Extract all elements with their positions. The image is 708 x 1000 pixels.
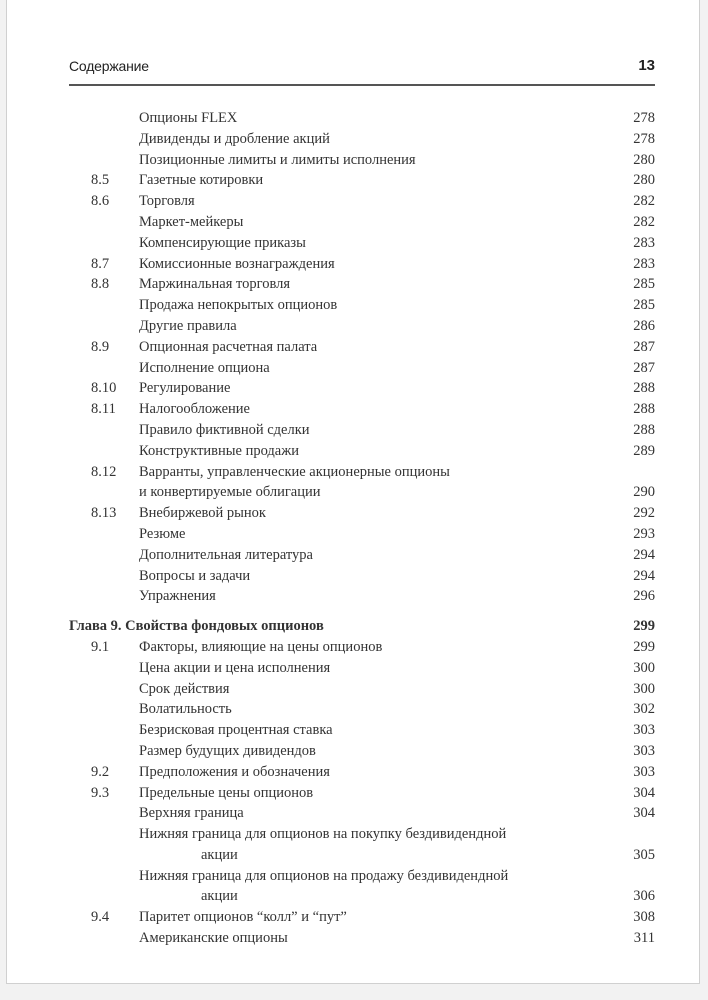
toc-entry-title-wrap (139, 524, 605, 545)
toc-entry-number: 8.13 (91, 505, 117, 522)
toc-entry-title-wrap (139, 212, 605, 233)
toc-entry-title-wrap (139, 233, 605, 254)
toc-entry-page: 290 (633, 484, 655, 501)
toc-entry-page: 294 (633, 546, 655, 563)
toc-entry-title: Волатильность (139, 701, 232, 718)
toc-entry-page: 303 (633, 722, 655, 739)
toc-entry-page: 283 (633, 255, 655, 272)
toc-entry-title-continuation: акции (201, 846, 238, 863)
toc-entry-number: 9.1 (91, 638, 110, 655)
toc-entry-page: 288 (633, 421, 655, 438)
toc-entry-title-wrap (139, 545, 605, 566)
toc-entry-number (69, 866, 139, 908)
toc-entry-page: 292 (633, 505, 655, 522)
toc-entry-number (69, 566, 139, 587)
toc-entry-title: Регулирование (139, 380, 231, 397)
toc-entry-title: Конструктивные продажи (139, 442, 300, 459)
toc-entry-title-wrap (139, 108, 605, 129)
page-number: 13 (638, 57, 655, 74)
toc-entry-page: 288 (633, 380, 655, 397)
toc-entry-title-wrap (139, 462, 605, 504)
toc-entry-title-wrap (139, 129, 605, 150)
toc-entry[interactable] (69, 441, 655, 462)
toc-entry[interactable] (69, 462, 655, 504)
toc-entry-title-wrap (139, 274, 605, 295)
toc-entry-title-wrap (139, 741, 605, 762)
toc-entry[interactable] (69, 254, 655, 275)
toc-entry-title: Опционная расчетная палата (139, 338, 318, 355)
toc-entry-title: Внебиржевой рынок (139, 505, 266, 522)
toc-entry-title: Варранты, управленческие акционерные опционы (139, 463, 450, 480)
toc-entry-page: 285 (633, 297, 655, 314)
toc-entry[interactable] (69, 545, 655, 566)
toc-entry-number (69, 586, 139, 607)
toc-entry-title: Опционы FLEX (139, 110, 238, 126)
toc-entry-page: 304 (633, 805, 655, 822)
toc-entry-number (69, 524, 139, 545)
toc-entry[interactable] (69, 420, 655, 441)
toc-entry-page: 299 (633, 638, 655, 655)
running-header-title: Содержание (69, 58, 149, 74)
toc-entry-page: 283 (633, 234, 655, 251)
toc-entry-number: 8.6 (91, 193, 110, 210)
toc-entry-title-wrap (139, 170, 605, 191)
toc-entry[interactable] (69, 129, 655, 150)
toc-entry[interactable] (69, 928, 655, 949)
toc-entry-title: Налогообложение (139, 401, 250, 418)
toc-entry-page: 299 (633, 618, 655, 635)
toc-entry-title-wrap (139, 150, 605, 171)
toc-entry[interactable] (69, 866, 655, 908)
toc-entry-page: 282 (633, 193, 655, 210)
toc-entry-title-wrap (139, 420, 605, 441)
toc-entry-page: 300 (633, 659, 655, 676)
toc-entry-number: 9.4 (91, 909, 110, 926)
toc-entry[interactable] (69, 358, 655, 379)
toc-entry-title-wrap (139, 720, 605, 741)
toc-entry-title-wrap (139, 378, 605, 399)
toc-entry-page: 286 (633, 317, 655, 334)
toc-entry-number (69, 699, 139, 720)
toc-entry-number: 8.8 (91, 276, 110, 293)
toc-entry[interactable] (69, 699, 655, 720)
toc-entry-number (69, 233, 139, 254)
toc-entry-title: Торговля (139, 193, 195, 210)
toc-entry-title: Упражнения (139, 588, 216, 605)
toc-entry-title-wrap (139, 316, 605, 337)
toc-entry-page: 302 (633, 701, 655, 718)
toc-entry-number (69, 545, 139, 566)
toc-entry[interactable] (69, 907, 655, 928)
toc-entry-page: 287 (633, 338, 655, 355)
toc-entry[interactable] (69, 803, 655, 824)
toc-entry-title: Нижняя граница для опционов на покупку бездивидендной (139, 826, 507, 843)
toc-entry-title-wrap (69, 616, 605, 637)
toc-entry-page: 280 (633, 151, 655, 168)
toc-entry-number (69, 741, 139, 762)
running-header (69, 56, 655, 86)
toc-entry[interactable] (69, 783, 655, 804)
toc-entry-page: 308 (633, 909, 655, 926)
toc-entry-number: 8.11 (91, 401, 116, 418)
toc-entry-title: Срок действия (139, 680, 230, 697)
toc-entry[interactable] (69, 191, 655, 212)
toc-entry[interactable] (69, 503, 655, 524)
toc-entry-number: 8.5 (91, 172, 110, 189)
toc-entry-page: 278 (633, 110, 655, 126)
toc-entry-number (69, 150, 139, 171)
toc-entry[interactable] (69, 586, 655, 607)
toc-entry-title-wrap (139, 783, 605, 804)
toc-entry[interactable] (69, 274, 655, 295)
toc-entry[interactable] (69, 170, 655, 191)
toc-entry-title: Предельные цены опционов (139, 784, 314, 801)
toc-entry-page: 311 (633, 930, 655, 947)
toc-entry-title: Газетные котировки (139, 172, 264, 189)
toc-entry-title-wrap (139, 399, 605, 420)
toc-entry-title: Правило фиктивной сделки (139, 421, 310, 438)
toc-entry-number: 9.2 (91, 763, 110, 780)
toc-entry-number: 9.3 (91, 784, 110, 801)
toc-entry[interactable] (69, 762, 655, 783)
toc-entry-title: Глава 9. Свойства фондовых опционов (69, 618, 324, 635)
toc-entry-title-wrap (139, 337, 605, 358)
toc-chapter-heading[interactable] (69, 616, 655, 637)
toc-entry-page: 280 (633, 172, 655, 189)
toc-entry[interactable] (69, 720, 655, 741)
toc-entry-page: 294 (633, 567, 655, 584)
toc-entry-title: Дополнительная литература (139, 546, 313, 563)
toc-entry-title: Факторы, влияющие на цены опционов (139, 638, 383, 655)
toc-entry-title-wrap (139, 441, 605, 462)
toc-entry-title-wrap (139, 699, 605, 720)
toc-entry-title: Верхняя граница (139, 805, 244, 822)
toc-entry-page: 293 (633, 525, 655, 542)
toc-entry[interactable] (69, 378, 655, 399)
toc-entry-number (69, 129, 139, 150)
toc-entry[interactable] (69, 399, 655, 420)
toc-entry-title-continuation: акции (201, 888, 238, 905)
toc-entry-title: Цена акции и цена исполнения (139, 659, 331, 676)
toc-entry-title: Позиционные лимиты и лимиты исполнения (139, 151, 416, 168)
toc-entry-page: 300 (633, 680, 655, 697)
toc-entry-title-wrap (139, 679, 605, 700)
toc-entry-number (69, 358, 139, 379)
toc-entry-page: 305 (633, 846, 655, 863)
toc-entry-title: Безрисковая процентная ставка (139, 722, 333, 739)
toc-entry-title: Нижняя граница для опционов на продажу бездивидендной (139, 867, 509, 884)
toc-entry-number: 8.12 (91, 463, 117, 480)
toc-entry-page: 304 (633, 784, 655, 801)
toc-entry-title-wrap (139, 503, 605, 524)
toc-entry-page: 306 (633, 888, 655, 905)
toc-entry[interactable] (69, 824, 655, 866)
toc-entry-page: 285 (633, 276, 655, 293)
toc-entry-title: Комиссионные вознаграждения (139, 255, 335, 272)
toc-entry-title-wrap (139, 762, 605, 783)
toc-entry[interactable] (69, 316, 655, 337)
toc-entry[interactable] (69, 337, 655, 358)
toc-entry-title: Маркет-мейкеры (139, 213, 244, 230)
toc-entry[interactable] (69, 233, 655, 254)
toc-entry[interactable] (69, 679, 655, 700)
toc-entry-title: Паритет опционов “колл” и “пут” (139, 909, 347, 926)
toc-entry-number (69, 295, 139, 316)
toc-entry-title-wrap (139, 254, 605, 275)
toc-entry-title-wrap (139, 566, 605, 587)
toc-entry-title: Исполнение опциона (139, 359, 270, 376)
toc-entry-title: Продажа непокрытых опционов (139, 297, 338, 314)
toc-entry-number (69, 212, 139, 233)
toc-entry-number (69, 658, 139, 679)
table-of-contents (69, 108, 655, 949)
toc-entry[interactable] (69, 108, 655, 129)
toc-entry-number: 8.7 (91, 255, 110, 272)
toc-entry[interactable] (69, 212, 655, 233)
toc-entry-title-wrap (139, 358, 605, 379)
toc-entry-title: Размер будущих дивидендов (139, 742, 316, 759)
toc-entry-title: Маржинальная торговля (139, 276, 291, 293)
toc-entry-page: 303 (633, 763, 655, 780)
toc-entry-title: Компенсирующие приказы (139, 234, 306, 251)
toc-entry-title: Предположения и обозначения (139, 763, 330, 780)
toc-entry-number (69, 720, 139, 741)
toc-entry-title-wrap (139, 824, 605, 866)
toc-entry-page: 287 (633, 359, 655, 376)
toc-entry-page: 282 (633, 213, 655, 230)
toc-entry-number: 8.9 (91, 338, 110, 355)
toc-entry[interactable] (69, 524, 655, 545)
toc-entry-number (69, 441, 139, 462)
toc-entry-page: 278 (633, 130, 655, 147)
toc-entry-title-wrap (139, 803, 605, 824)
toc-entry-title-continuation: и конвертируемые облигации (139, 484, 321, 501)
toc-entry-number (69, 803, 139, 824)
toc-entry[interactable] (69, 741, 655, 762)
toc-entry-title: Дивиденды и дробление акций (139, 130, 330, 147)
toc-entry-number (69, 316, 139, 337)
toc-entry-number (69, 928, 139, 949)
toc-entry-number (69, 679, 139, 700)
toc-entry-title-wrap (139, 907, 605, 928)
toc-entry[interactable] (69, 295, 655, 316)
toc-entry-title: Американские опционы (139, 930, 288, 947)
toc-entry[interactable] (69, 658, 655, 679)
toc-entry[interactable] (69, 150, 655, 171)
toc-entry-number (69, 420, 139, 441)
toc-entry[interactable] (69, 637, 655, 658)
toc-entry-title-wrap (139, 866, 605, 908)
toc-entry-title-wrap (139, 586, 605, 607)
toc-entry-title: Другие правила (139, 317, 237, 334)
toc-entry-page: 296 (633, 588, 655, 605)
toc-entry-number: 8.10 (91, 380, 117, 397)
toc-entry-number (69, 824, 139, 866)
toc-entry-title: Вопросы и задачи (139, 567, 251, 584)
toc-entry-page: 289 (633, 442, 655, 459)
toc-entry-title-wrap (139, 658, 605, 679)
toc-entry-title-wrap (139, 928, 605, 949)
toc-entry-title: Резюме (139, 525, 186, 542)
toc-entry-title-wrap (139, 295, 605, 316)
toc-entry-page: 288 (633, 401, 655, 418)
toc-entry-title-wrap (139, 191, 605, 212)
toc-entry-number (69, 108, 139, 129)
toc-entry-title-wrap (139, 637, 605, 658)
toc-entry[interactable] (69, 566, 655, 587)
toc-entry-page: 303 (633, 742, 655, 759)
book-page (6, 0, 700, 984)
